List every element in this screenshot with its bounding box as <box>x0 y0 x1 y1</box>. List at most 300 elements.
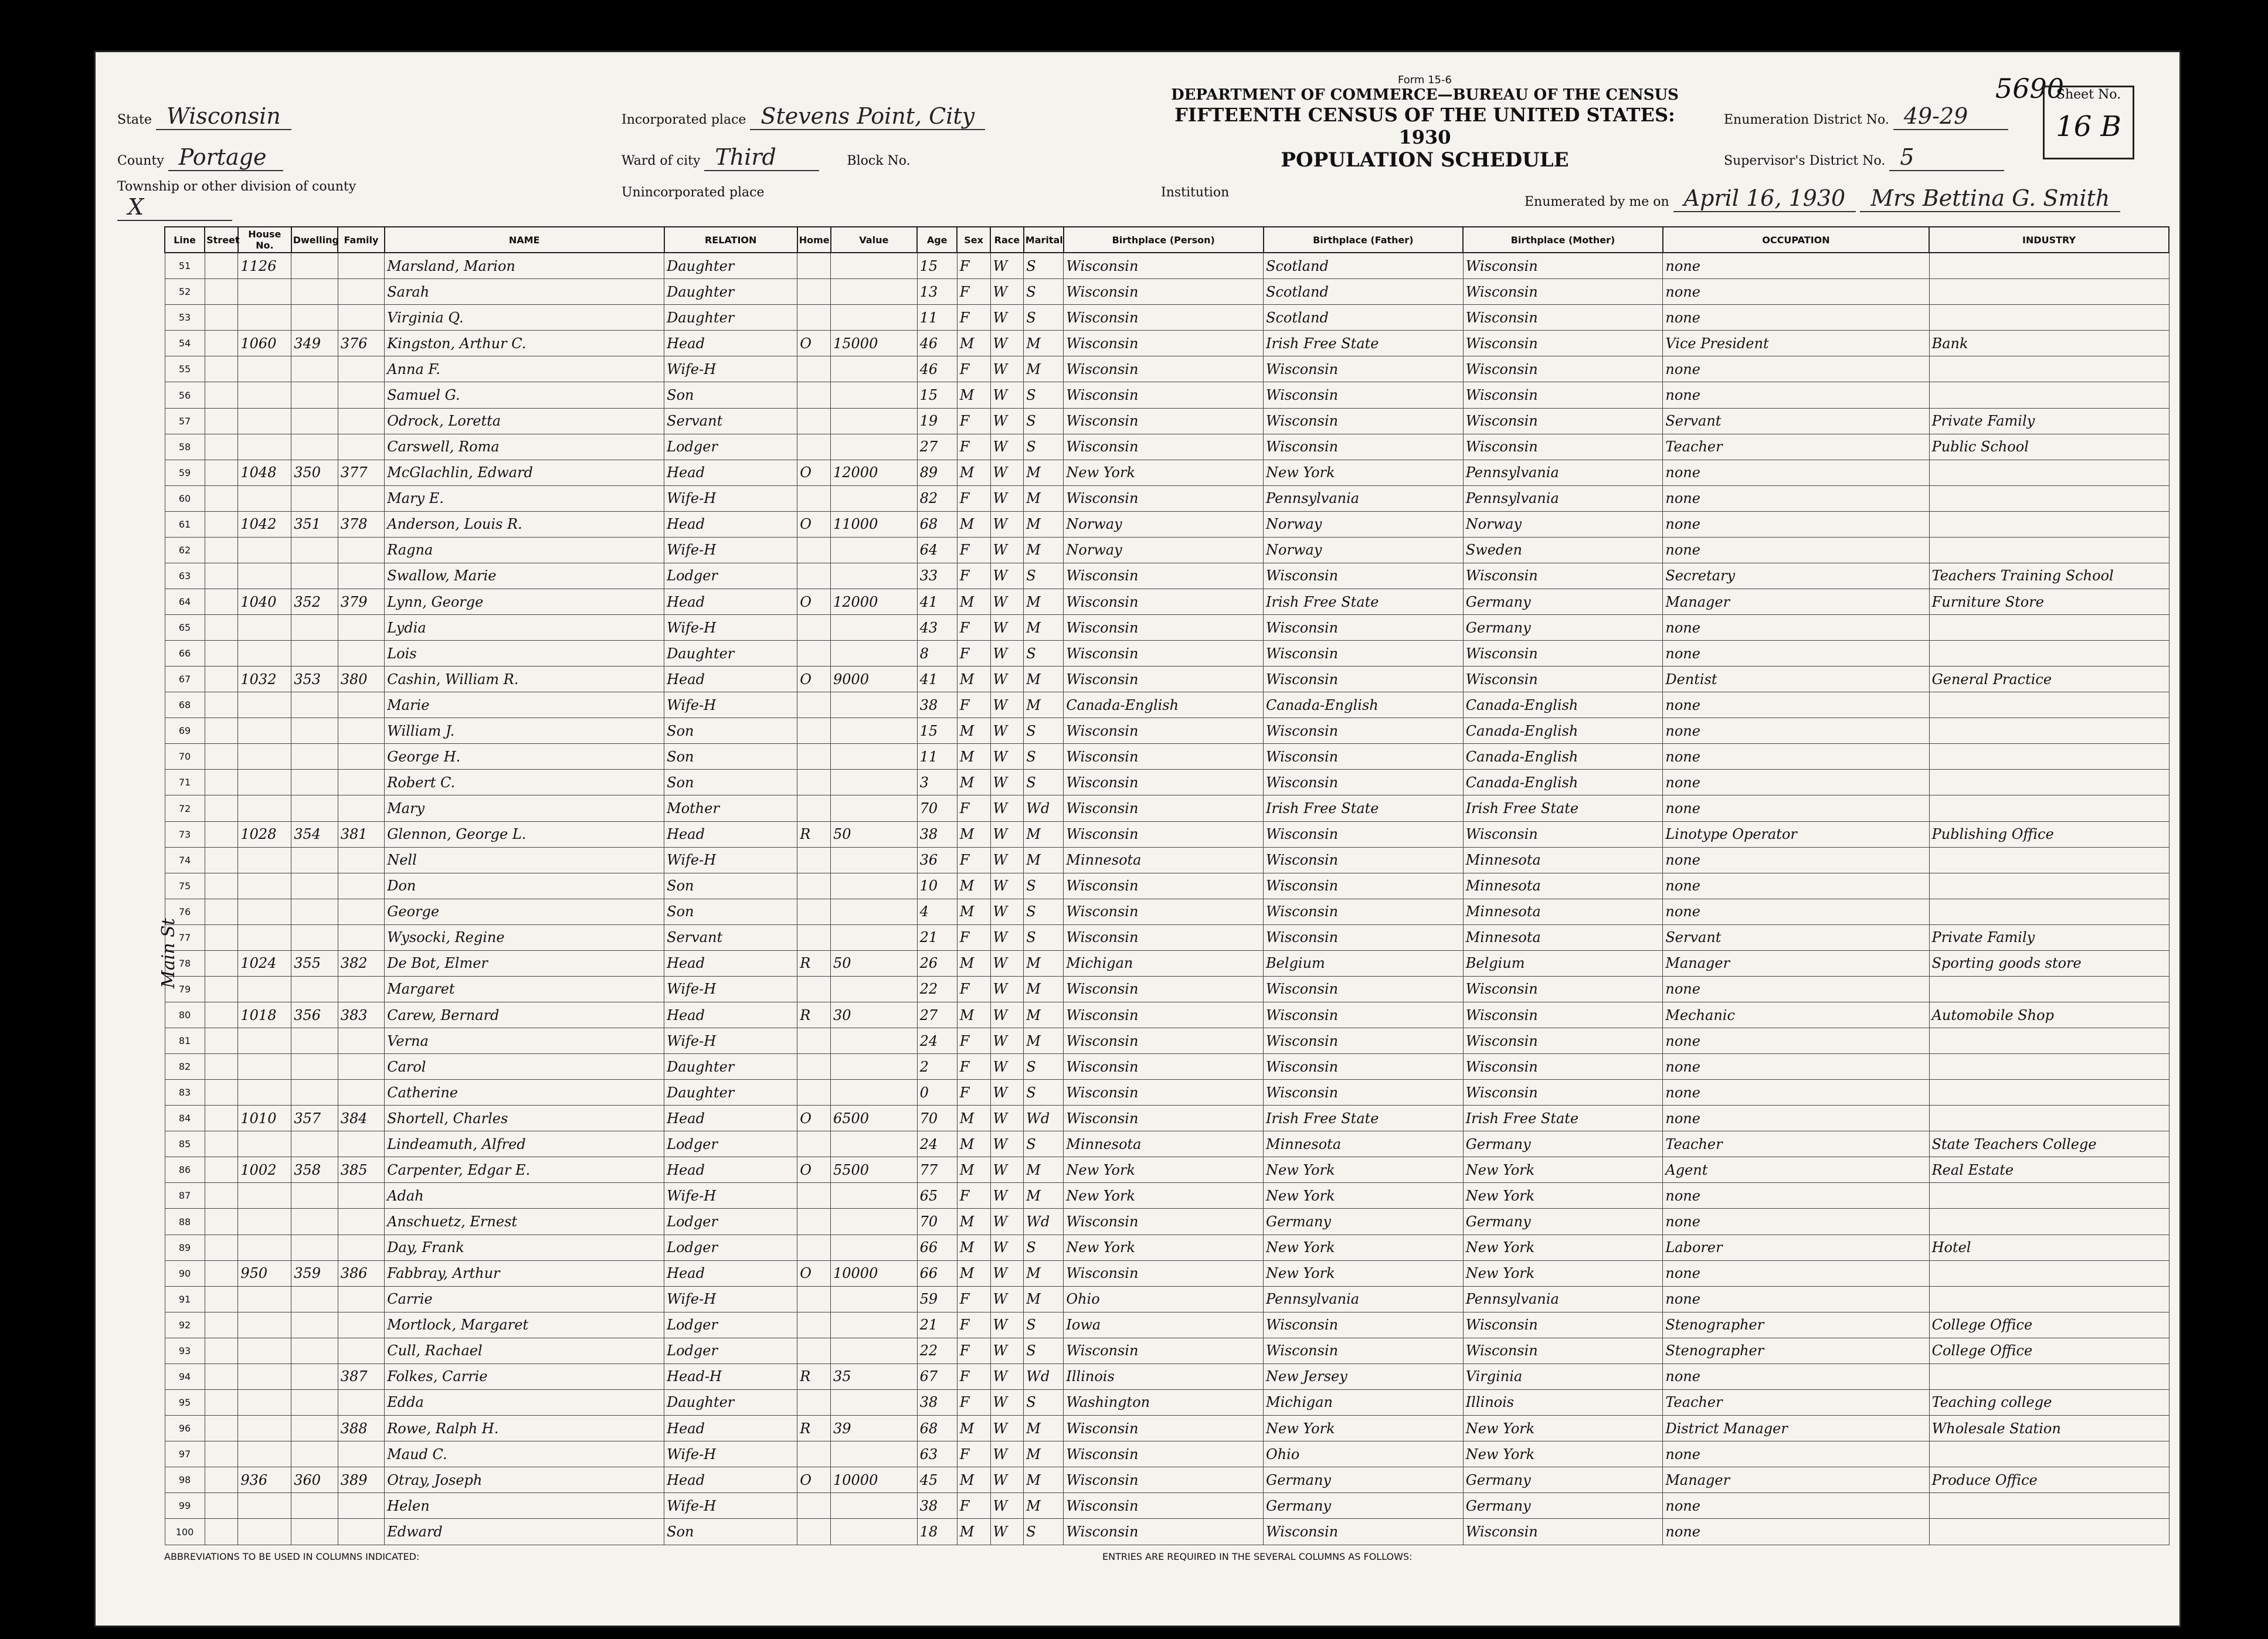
table-cell: F <box>957 485 990 511</box>
table-cell <box>1929 1054 2169 1080</box>
table-cell: 59 <box>165 460 205 485</box>
table-cell: O <box>797 589 831 614</box>
table-row <box>165 795 2169 821</box>
enum-district-field: Enumeration District No. 49-29 <box>1724 103 2008 130</box>
table-cell: 41 <box>917 589 957 614</box>
table-cell <box>797 899 831 924</box>
unincorporated-field: Unincorporated place <box>622 185 765 200</box>
table-cell: Wisconsin <box>1463 331 1663 356</box>
table-cell: Wisconsin <box>1264 1312 1464 1338</box>
table-cell: S <box>1024 873 1064 899</box>
ward-field: Ward of city Third Block No. <box>622 144 911 170</box>
table-row <box>165 382 2169 408</box>
table-cell: Anderson, Louis R. <box>385 511 664 537</box>
table-cell: W <box>990 1106 1024 1131</box>
table-cell: Cull, Rachael <box>385 1338 664 1363</box>
table-cell <box>1929 279 2169 305</box>
table-cell: Wisconsin <box>1264 976 1464 1002</box>
table-cell: 83 <box>165 1080 205 1106</box>
table-cell: M <box>1024 1467 1064 1493</box>
table-cell: New York <box>1064 460 1264 485</box>
table-cell: W <box>990 589 1024 614</box>
table-cell: S <box>1024 924 1064 950</box>
table-cell <box>797 1209 831 1235</box>
table-cell: Fabbray, Arthur <box>385 1260 664 1286</box>
table-cell: 68 <box>165 692 205 718</box>
table-row <box>165 821 2169 847</box>
table-cell: Canada-English <box>1463 718 1663 744</box>
table-cell: Mary E. <box>385 485 664 511</box>
table-cell: Sarah <box>385 279 664 305</box>
table-cell: 60 <box>165 485 205 511</box>
table-cell: Michigan <box>1064 950 1264 976</box>
table-cell: none <box>1663 1493 1929 1519</box>
table-cell <box>205 1106 238 1131</box>
table-cell <box>238 305 291 331</box>
table-cell <box>338 1389 384 1415</box>
table-cell <box>205 692 238 718</box>
table-cell: Irish Free State <box>1264 1106 1464 1131</box>
table-cell: F <box>957 1312 990 1338</box>
table-cell: Robert C. <box>385 770 664 795</box>
table-cell <box>238 1519 291 1545</box>
column-header: Family <box>338 227 384 253</box>
table-cell <box>205 434 238 460</box>
table-cell <box>205 1338 238 1363</box>
table-cell: Wisconsin <box>1064 821 1264 847</box>
table-cell: W <box>990 821 1024 847</box>
table-cell <box>797 770 831 795</box>
table-cell: Wisconsin <box>1064 1493 1264 1519</box>
table-cell: M <box>1024 485 1064 511</box>
table-cell <box>1929 615 2169 641</box>
table-cell: Wisconsin <box>1264 1338 1464 1363</box>
table-row <box>165 1028 2169 1054</box>
column-header: Birthplace (Mother) <box>1463 227 1663 253</box>
table-cell: 380 <box>338 667 384 692</box>
table-cell: McGlachlin, Edward <box>385 460 664 485</box>
table-cell: W <box>990 485 1024 511</box>
table-cell: 1042 <box>238 511 291 537</box>
table-cell: S <box>1024 1080 1064 1106</box>
table-cell: Daughter <box>664 1054 797 1080</box>
table-cell: Margaret <box>385 976 664 1002</box>
table-row <box>165 899 2169 924</box>
table-cell: 61 <box>165 511 205 537</box>
table-cell: W <box>990 279 1024 305</box>
enumerated-date: April 16, 1930 <box>1673 185 1856 212</box>
table-cell <box>205 899 238 924</box>
table-cell: New York <box>1264 1415 1464 1441</box>
table-cell: 2 <box>917 1054 957 1080</box>
table-cell: F <box>957 1441 990 1467</box>
table-cell: Son <box>664 1519 797 1545</box>
table-cell <box>1929 1183 2169 1209</box>
table-cell <box>831 1519 918 1545</box>
table-cell: Wisconsin <box>1264 1519 1464 1545</box>
table-cell: Norway <box>1264 511 1464 537</box>
table-cell <box>205 1260 238 1286</box>
table-cell: Public School <box>1929 434 2169 460</box>
table-row <box>165 511 2169 537</box>
table-cell <box>1929 356 2169 382</box>
table-cell <box>797 253 831 279</box>
table-cell: Wife-H <box>664 847 797 873</box>
table-cell <box>1929 1209 2169 1235</box>
table-cell <box>1929 1028 2169 1054</box>
table-cell: Wife-H <box>664 976 797 1002</box>
table-cell: New York <box>1264 460 1464 485</box>
table-cell <box>205 821 238 847</box>
table-cell <box>797 1080 831 1106</box>
table-cell <box>797 1183 831 1209</box>
table-cell: none <box>1663 692 1929 718</box>
table-cell: Wisconsin <box>1264 1054 1464 1080</box>
table-cell: Norway <box>1264 537 1464 563</box>
table-cell: 378 <box>338 511 384 537</box>
table-cell: Publishing Office <box>1929 821 2169 847</box>
table-cell: 77 <box>917 1157 957 1183</box>
table-cell: Germany <box>1264 1493 1464 1519</box>
table-cell <box>831 744 918 770</box>
table-row <box>165 1519 2169 1545</box>
table-cell <box>338 434 384 460</box>
table-row <box>165 460 2169 485</box>
table-cell: M <box>1024 460 1064 485</box>
table-cell: Teaching college <box>1929 1389 2169 1415</box>
table-cell: W <box>990 1054 1024 1080</box>
column-header: Line <box>165 227 205 253</box>
table-cell: O <box>797 460 831 485</box>
table-cell: M <box>957 589 990 614</box>
table-cell: New York <box>1064 1157 1264 1183</box>
table-cell: 350 <box>291 460 338 485</box>
table-cell: Wisconsin <box>1463 1519 1663 1545</box>
table-cell <box>205 460 238 485</box>
table-cell: 12000 <box>831 589 918 614</box>
table-cell <box>291 924 338 950</box>
table-cell: S <box>1024 718 1064 744</box>
table-cell: Canada-English <box>1463 770 1663 795</box>
table-cell: none <box>1663 976 1929 1002</box>
table-cell: W <box>990 382 1024 408</box>
table-cell: Daughter <box>664 641 797 667</box>
table-cell <box>291 899 338 924</box>
table-cell: 357 <box>291 1106 338 1131</box>
table-cell: 52 <box>165 279 205 305</box>
table-cell <box>797 408 831 434</box>
table-cell <box>205 1519 238 1545</box>
table-cell: Head <box>664 331 797 356</box>
table-cell: Head <box>664 460 797 485</box>
table-cell: M <box>957 1131 990 1157</box>
table-cell: New York <box>1463 1260 1663 1286</box>
table-cell: Wisconsin <box>1064 1260 1264 1286</box>
table-cell <box>1929 511 2169 537</box>
table-cell: none <box>1663 615 1929 641</box>
table-cell: 58 <box>165 434 205 460</box>
table-cell: Agent <box>1663 1157 1929 1183</box>
table-cell: 66 <box>917 1260 957 1286</box>
table-cell: M <box>1024 1260 1064 1286</box>
table-cell: Ragna <box>385 537 664 563</box>
table-cell: Pennsylvania <box>1463 460 1663 485</box>
table-cell: none <box>1663 1080 1929 1106</box>
table-cell <box>831 770 918 795</box>
table-cell <box>338 641 384 667</box>
table-cell: 69 <box>165 718 205 744</box>
side-note: Main St <box>158 918 179 988</box>
table-cell: W <box>990 1209 1024 1235</box>
table-cell <box>291 770 338 795</box>
table-cell: W <box>990 1183 1024 1209</box>
table-cell: Wisconsin <box>1064 899 1264 924</box>
table-cell: Daughter <box>664 305 797 331</box>
table-cell <box>797 718 831 744</box>
table-cell: 43 <box>917 615 957 641</box>
table-cell <box>338 1131 384 1157</box>
table-cell: Son <box>664 718 797 744</box>
table-cell: M <box>957 1415 990 1441</box>
table-cell: Helen <box>385 1493 664 1519</box>
table-cell: O <box>797 1157 831 1183</box>
table-cell <box>205 770 238 795</box>
table-cell: Teacher <box>1663 1389 1929 1415</box>
table-cell: Private Family <box>1929 924 2169 950</box>
table-row <box>165 1415 2169 1441</box>
table-cell: 63 <box>917 1441 957 1467</box>
table-cell: Rowe, Ralph H. <box>385 1415 664 1441</box>
table-cell: W <box>990 1080 1024 1106</box>
table-cell <box>831 1209 918 1235</box>
table-cell: 90 <box>165 1260 205 1286</box>
table-cell: Pennsylvania <box>1463 485 1663 511</box>
table-cell: M <box>957 511 990 537</box>
table-cell: M <box>1024 1286 1064 1312</box>
table-cell: M <box>1024 589 1064 614</box>
table-cell <box>291 873 338 899</box>
table-cell: 50 <box>831 950 918 976</box>
table-cell: M <box>957 1157 990 1183</box>
table-cell: Marie <box>385 692 664 718</box>
table-cell: Head <box>664 1157 797 1183</box>
table-cell: S <box>1024 434 1064 460</box>
table-cell: 388 <box>338 1415 384 1441</box>
table-cell: 55 <box>165 356 205 382</box>
table-cell <box>205 1209 238 1235</box>
table-cell: Illinois <box>1463 1389 1663 1415</box>
table-cell: 66 <box>917 1235 957 1260</box>
table-cell: 99 <box>165 1493 205 1519</box>
table-cell: W <box>990 1286 1024 1312</box>
table-row <box>165 976 2169 1002</box>
table-cell: Wisconsin <box>1463 1312 1663 1338</box>
table-cell <box>291 1312 338 1338</box>
table-cell: Canada-English <box>1463 692 1663 718</box>
table-cell <box>291 1028 338 1054</box>
table-cell: W <box>990 1338 1024 1363</box>
table-cell: Wholesale Station <box>1929 1415 2169 1441</box>
table-cell <box>1929 976 2169 1002</box>
table-cell <box>797 795 831 821</box>
table-cell: 11000 <box>831 511 918 537</box>
table-cell: 382 <box>338 950 384 976</box>
footer <box>164 1551 2169 1562</box>
table-cell: Head-H <box>664 1363 797 1389</box>
table-cell: M <box>957 821 990 847</box>
table-cell: Lodger <box>664 1338 797 1363</box>
table-cell: Scotland <box>1264 305 1464 331</box>
table-cell: F <box>957 1028 990 1054</box>
column-header: Birthplace (Father) <box>1264 227 1464 253</box>
table-cell: Wisconsin <box>1264 821 1464 847</box>
table-cell: Vice President <box>1663 331 1929 356</box>
table-cell <box>831 434 918 460</box>
table-cell <box>1929 899 2169 924</box>
table-cell: M <box>1024 1028 1064 1054</box>
table-cell: 81 <box>165 1028 205 1054</box>
supervisor-field: Supervisor's District No. 5 <box>1724 144 2004 171</box>
table-cell <box>205 641 238 667</box>
table-cell: Minnesota <box>1064 1131 1264 1157</box>
table-cell: Secretary <box>1663 563 1929 589</box>
table-cell: George <box>385 899 664 924</box>
table-cell: S <box>1024 1131 1064 1157</box>
table-cell: S <box>1024 279 1064 305</box>
table-cell: Lodger <box>664 563 797 589</box>
table-cell: M <box>1024 1002 1064 1028</box>
table-cell: Head <box>664 589 797 614</box>
table-cell: 10000 <box>831 1260 918 1286</box>
table-cell <box>291 382 338 408</box>
table-cell: M <box>1024 511 1064 537</box>
table-cell: Wisconsin <box>1064 279 1264 305</box>
table-cell: Private Family <box>1929 408 2169 434</box>
table-cell: Washington <box>1064 1389 1264 1415</box>
table-cell <box>205 382 238 408</box>
table-cell: F <box>957 537 990 563</box>
table-cell <box>797 279 831 305</box>
table-cell: Germany <box>1463 1493 1663 1519</box>
table-cell <box>831 1131 918 1157</box>
table-cell: 89 <box>165 1235 205 1260</box>
table-cell: 15 <box>917 382 957 408</box>
table-cell: M <box>957 899 990 924</box>
table-cell: Edward <box>385 1519 664 1545</box>
table-cell: 100 <box>165 1519 205 1545</box>
table-cell: 33 <box>917 563 957 589</box>
table-cell: 30 <box>831 1002 918 1028</box>
table-cell: Wisconsin <box>1463 279 1663 305</box>
table-cell: Virginia <box>1463 1363 1663 1389</box>
table-cell <box>1929 1441 2169 1467</box>
table-cell <box>338 1312 384 1338</box>
table-cell <box>238 1131 291 1157</box>
table-cell: Wife-H <box>664 615 797 641</box>
table-cell <box>831 873 918 899</box>
table-cell <box>831 847 918 873</box>
table-cell <box>205 1054 238 1080</box>
table-cell: Pennsylvania <box>1264 1286 1464 1312</box>
table-cell: 38 <box>917 1493 957 1519</box>
table-row <box>165 1235 2169 1260</box>
table-cell: Wisconsin <box>1463 382 1663 408</box>
table-cell: 96 <box>165 1415 205 1441</box>
table-cell <box>238 692 291 718</box>
table-cell <box>238 615 291 641</box>
form-label: Form 15-6 <box>1398 74 1452 86</box>
table-cell: 84 <box>165 1106 205 1131</box>
table-cell: F <box>957 1338 990 1363</box>
table-cell: Lodger <box>664 1209 797 1235</box>
table-cell: 24 <box>917 1028 957 1054</box>
table-cell: De Bot, Elmer <box>385 950 664 976</box>
table-cell: Wife-H <box>664 1286 797 1312</box>
table-cell <box>1929 873 2169 899</box>
table-cell: none <box>1663 641 1929 667</box>
table-cell <box>338 305 384 331</box>
table-cell: 50 <box>831 821 918 847</box>
supervisor-value: 5 <box>1889 144 2004 171</box>
table-cell: 74 <box>165 847 205 873</box>
table-cell <box>797 305 831 331</box>
table-cell: 63 <box>165 563 205 589</box>
table-cell: 35 <box>831 1363 918 1389</box>
table-cell: F <box>957 615 990 641</box>
table-cell: 5500 <box>831 1157 918 1183</box>
table-cell <box>238 1183 291 1209</box>
table-cell: none <box>1663 253 1929 279</box>
department-title: DEPARTMENT OF COMMERCE—BUREAU OF THE CENSUS <box>1171 86 1679 104</box>
table-cell: M <box>957 1002 990 1028</box>
table-cell: Wisconsin <box>1264 1002 1464 1028</box>
township-value: X <box>117 194 232 221</box>
table-cell <box>291 718 338 744</box>
table-cell: Wisconsin <box>1064 1002 1264 1028</box>
table-cell: Canada-English <box>1064 692 1264 718</box>
table-cell: Wd <box>1024 1209 1064 1235</box>
table-cell: Wife-H <box>664 1493 797 1519</box>
table-cell: Wisconsin <box>1463 1028 1663 1054</box>
table-cell: 45 <box>917 1467 957 1493</box>
table-cell <box>1929 641 2169 667</box>
table-cell: S <box>1024 253 1064 279</box>
table-cell: Wisconsin <box>1064 1441 1264 1467</box>
table-cell <box>291 1441 338 1467</box>
table-cell <box>797 976 831 1002</box>
table-cell: Pennsylvania <box>1264 485 1464 511</box>
table-cell: Wisconsin <box>1064 1467 1264 1493</box>
table-cell: Wisconsin <box>1064 356 1264 382</box>
table-cell: Mechanic <box>1663 1002 1929 1028</box>
column-header: Dwelling <box>291 227 338 253</box>
table-cell <box>238 537 291 563</box>
table-cell: College Office <box>1929 1338 2169 1363</box>
table-cell: 351 <box>291 511 338 537</box>
table-cell: Wisconsin <box>1463 976 1663 1002</box>
table-cell: 15 <box>917 253 957 279</box>
ward-value: Third <box>704 144 819 171</box>
table-cell: Wife-H <box>664 537 797 563</box>
table-cell: Wisconsin <box>1264 667 1464 692</box>
table-cell: 51 <box>165 253 205 279</box>
table-cell: none <box>1663 1286 1929 1312</box>
table-row <box>165 1389 2169 1415</box>
table-cell: 53 <box>165 305 205 331</box>
table-cell <box>831 1235 918 1260</box>
table-cell <box>205 1493 238 1519</box>
table-cell: 4 <box>917 899 957 924</box>
